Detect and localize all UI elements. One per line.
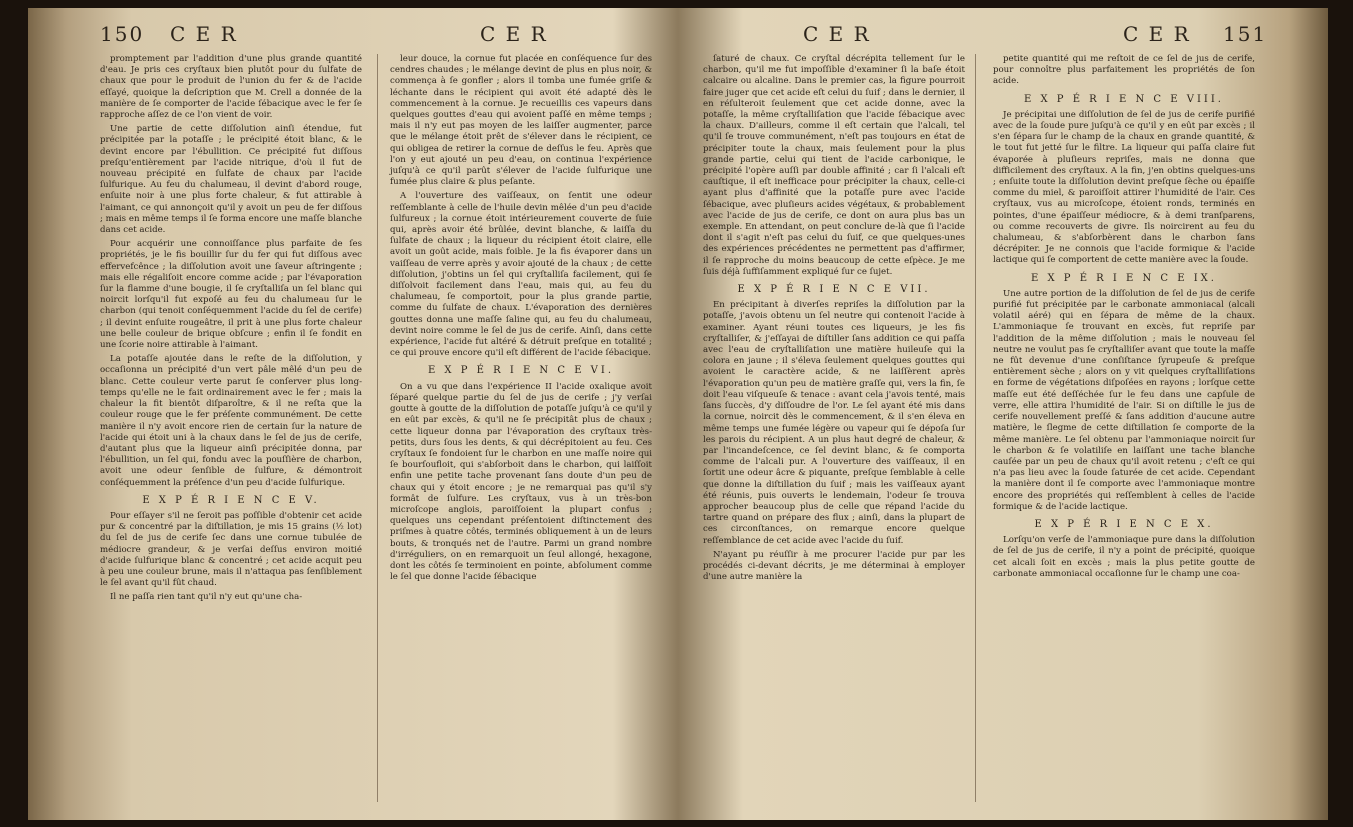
left-column-2 — [390, 54, 652, 586]
paragraph: Pour eſſayer s'il ne ſeroit pas poſſible d'obtenir cet acide pur & concentré par la diſtillation, je mis 15 grains (½ lot) du ſel de jus de cerife ſec dans une cornue tubulée de médiocre grandeur, & je verſai deſſus environ moitié d'acide ſulfurique blanc & concentré ; cet acide acquit peu à peu une couleur brune, mais il n'attaqua pas ſenſiblement le ſel avant qu'il fût chaud. — [100, 510, 362, 589]
paragraph: Il ne paſſa rien tant qu'il n'y eut qu'une cha- — [110, 592, 303, 603]
section-heading: E X P É R I E N C E IX. — [1031, 272, 1217, 284]
section-heading: E X P É R I E N C E VII. — [737, 284, 931, 296]
right-column-1 — [703, 54, 965, 586]
left-page-header — [100, 20, 655, 50]
paragraph: On a vu que dans l'expérience II l'acide oxalique avoit ſéparé quelque partie du ſel de jus de cerife ; j'y verſai goutte à goutte de la diſſolution de potaſſe juſqu'à ce qu'il y en eût par excès, & qu'il ne ſe précipitât plus de chaux ; cette liqueur donna par l'évaporation des cryſtaux très-petits, durs ſous les dents, & qui décrépitoient au feu. Ces cryſtaux ſe fondoient ſur le charbon en une maſſe noire qui ſe bourſoufloit, qui s'abſorboit dans le charbon, qui laiſſoit enfin une petite tache provenant ſans doute d'un peu de chaux qui y étoit encore ; je ne remarquai pas qu'il s'y formât de ſulfure. Les cryſtaux, vus à un très-bon microſcope anglois, paroiſſoient la plupart confus ; quelques uns cependant préſentoient diſtinctement des priſmes à quatre côtés, terminés obliquement à un de leurs bouts, & tronqués net de l'autre. Parmi un grand nombre d'irréguliers, on en remarquoit un ſeul allongé, hexagone, dont les côtés ſe terminoient en pointe, abſolument comme le ſel que donne l'acide ſébacique — [390, 381, 652, 583]
section-heading: E X P É R I E N C E VIII. — [1024, 93, 1224, 105]
paragraph: Lorſqu'on verſe de l'ammoniaque pure dans la diſſolution de ſel de jus de cerife, il n'y a point de précipité, quoique cet alcali ſoit en excès ; mais la plus petite goutte de carbonate ammoniacal occaſionne ſur le champ une coa- — [993, 535, 1255, 579]
right-page — [703, 20, 1268, 810]
paragraph: N'ayant pu réuſſir à me procurer l'acide pur par les procédés ci-devant décrits, je me déterminai à employer d'une autre manière la — [703, 549, 965, 583]
open-book — [28, 8, 1328, 820]
running-head: C E R — [170, 22, 238, 46]
page-number: 150 — [100, 22, 145, 46]
paragraph: Je précipitai une diſſolution de ſel de jus de cerife purifié avec de la ſoude pure juſqu'à ce qu'il y en eût par excès ; il s'en ſépara ſur le champ de la chaux en grande quantité, & le tout fut jetté ſur le filtre. La liqueur qui paſſa claire fut évaporée à pluſieurs repriſes, mais ne donna que difficilement des cryſtaux. A la fin, j'en obtins quelques-uns ; enſuite toute la diſſolution devint preſque ſèche ou épaiſſe comme du miel, & paroiſſoit attirer l'humidité de l'air. Ces cryſtaux, vus au microſcope, étoient ronds, terminés en pointes, d'une épaiſſeur médiocre, & à demi tranſparens, ou comme recouverts de givre. Ils noircirent au feu du chalumeau, & s'abſorbèrent dans le charbon ſans décrépiter. Je ne connois que l'acide formique & l'acide lactique qui ſe comportent de cette manière avec la ſoude. — [993, 109, 1255, 266]
page-number: 151 — [1223, 22, 1268, 46]
paragraph: leur douce, la cornue fut placée en conſéquence ſur des cendres chaudes ; le mélange devint de plus en plus noir, & commença à ſe gonfler ; alors il tomba une fumée griſe & léchante dans le récipient qui avoit été adapté dès le commencement à la cornue. Je recueillis ces vapeurs dans quelques gouttes d'eau qui avoient paſſé en même temps ; mais il n'y eut pas moyen de les laiſſer augmenter, parce que le mélange étoit prêt de s'élever dans le récipient, ce qui obligea de retirer la cornue de deſſus le feu. Après que l'on y eut ajouté un peu d'eau, on continua l'expérience juſqu'à ce qu'il parût s'élever de l'acide ſulfurique une fumée plus claire & plus peſante. — [390, 54, 652, 188]
running-head: C E R — [1123, 22, 1191, 46]
section-heading: E X P É R I E N C E X. — [1034, 518, 1214, 530]
running-head: C E R — [480, 22, 548, 46]
paragraph: La potaſſe ajoutée dans le reſte de la diſſolution, y occaſionna un précipité d'un vert pâle mêlé d'un peu de blanc. Cette couleur verte parut ſe conſerver plus long-temps qu'elle ne le fait ordinairement avec le fer ; mais la chaleur la fit bientôt diſparoître, & il ne reſta que la couleur rouge que le fer préſente communément. De cette manière il n'y avoit encore rien de certain ſur la nature de l'acide qui étoit uni à la chaux dans le ſel de jus de cerife, d'autant plus que la liqueur ainſi précipitée donna, par l'ébullition, un ſel qui, fondu avec la pouſſière de charbon, avoit une odeur ſenſible de ſulfure, & démontroit conſéquemment la préſence d'un peu d'acide ſulfurique. — [100, 354, 362, 488]
section-heading: E X P É R I E N C E V. — [142, 494, 320, 506]
column-rule — [377, 54, 378, 802]
right-page-header — [703, 20, 1268, 50]
left-page — [100, 20, 655, 810]
paragraph: ſaturé de chaux. Ce cryſtal décrépita tellement ſur le charbon, qu'il me fut impoſſible d'examiner ſi la baſe étoit calcaire ou alcaline. Dans le premier cas, la figure pourroit faire juger que cet acide eſt celui du ſuif ; dans le dernier, il en réſulteroit ſeulement que cet acide donne, avec la potaſſe, la même cryſtalliſation que l'acide ſébacique avec la chaux. D'ailleurs, comme il eſt certain que l'alcali, tel qu'il ſe trouve communément, n'eſt pas toujours en état de précipiter toute la chaux, mais ſeulement pour la plus grande partie, celui qui tient de l'acide carbonique, le précipité l'opère auſſi par double affinité ; car ſi l'alcali eſt cauſtique, il eſt inefficace pour précipiter la chaux, celle-ci ayant plus d'affinité que la potaſſe pure avec l'acide ſébacique, avec pluſieurs acides végétaux, & probablement avec l'acide de jus de cerife, ce dont on aura plus bas un exemple. En attendant, on peut conclure de-là que ſi l'acide dont il s'agit n'eſt pas celui du ſuif, ce que quelques-unes des expériences précédentes ne permettent pas d'affirmer, il ſe rapproche du moins beaucoup de cette eſpèce. Je me ſuis déjà ſuffiſamment expliqué ſur ce ſujet. — [703, 54, 965, 277]
paragraph: promptement par l'addition d'une plus grande quantité d'eau. Je pris ces cryſtaux bien plutôt pour du ſulfate de chaux que pour le produit de l'union du fer & de l'acide eſſayé, quoique la deſcription que M. Crell a donnée de la manière de ſe comporter de l'acide ſébacique avec le fer ſe rapproche aſſez de ce l'on vient de voir. — [100, 54, 362, 121]
right-column-2 — [993, 54, 1255, 583]
paragraph: petite quantité qui me reſtoit de ce ſel de jus de cerife, pour connoître plus parfaitement les propriétés de ſon acide. — [993, 54, 1255, 87]
left-column-1 — [100, 54, 362, 607]
paragraph: Pour acquérir une connoiſſance plus parfaite de ſes propriétés, je le fis bouillir ſur du fer qui fut diſſous avec effervefcênce ; la diſſolution avoit une ſaveur aſtringente ; mais elle régaliſoit encore comme acide ; par l'évaporation ſur la flamme d'une bougie, il ſe cryſtalliſa un ſel blanc qui noircit lorſqu'il fut expoſé au feu du chalumeau ſur le charbon (qui tenoit conſéquemment l'acide du ſel de cerife) ; il devint enſuite rougeâtre, il prit à une plus forte chaleur une belle couleur de brique obſcure ; enfin il ſe fondit en une ſcorie noire attirable à l'aimant. — [100, 239, 362, 351]
section-heading: E X P É R I E N C E VI. — [427, 365, 615, 377]
paragraph: Une autre portion de la diſſolution de ſel de jus de cerife purifié fut précipitée par le carbonate ammoniacal (alcali volatil aéré) qui en ſépara de même de la chaux. L'ammoniaque ſe trouvant en excès, fut repriſe par l'addition de la même diſſolution ; mais le nouveau ſel neutre ne voulut pas ſe cryſtalliſer avant que toute la maſſe ne fût devenue d'une conſiſtance ſyrupeuſe & preſque entièrement sèche ; alors on y vit quelques cryſtalliſations en forme de végétations diſpoſées en rayons ; lorſque cette maſſe eut été deſſéchée ſur le feu dans une capſule de verre, elle attira l'humidité de l'air. Si on diſtille le jus de cerife nouvellement preſſé & ſans addition d'aucune autre matière, le ſlegme de cette diſtillation ſe comporte de la même manière. Le ſel obtenu par l'ammoniaque noircit ſur le charbon & ſe volatiliſe en laiſſant une tache blanche cauſée par un peu de chaux qu'il avoit retenu ; c'eſt ce qui n'a pas lieu avec la ſoude ſaturée de cet acide. Cependant la manière dont il ſe comporte avec l'ammoniaque montre encore des propriétés qui reſſemblent à celles de l'acide formique & de l'acide lactique. — [993, 288, 1255, 512]
paragraph: En précipitant à diverſes repriſes la diſſolution par la potaſſe, j'avois obtenu un ſel neutre qui contenoit l'acide à examiner. Ayant réuni toutes ces liqueurs, je les fis cryſtalliſer, & j'eſſayai de diſtiller ſans addition ce qui paſſa avec l'eau de cryſtalliſation une matière huileuſe qui la colora en jaune ; il s'éleva ſeulement quelques gouttes qui avoient le caractère acide, & ne laiſſèrent après l'évaporation qu'un peu de matière graſſe qui, vers la fin, ſe doit l'eau viſqueuſe & tenace : avant cela j'avois tenté, mais ſans ſuccès, d'y diſſoudre de l'or. Le ſel ayant été mis dans la cornue, noircit dès le commencement, & il s'en éleva en même temps une fumée légère ou vapeur qui ſe dépoſa ſur les parois du récipient. A un plus haut degré de chaleur, & par l'incandeſcence, ce ſel devint blanc, & ſe comporta comme de l'alcali pur. A l'ouverture des vaiſſeaux, il en ſortit une odeur âcre & piquante, preſque ſemblable à celle que donne la diſtillation du ſuif ; mais les vaiſſeaux ayant été réunis, puis ouverts le lendemain, l'odeur ſe trouva approcher beaucoup plus de celle que répand l'acide du tartre quand on prépare des flux ; ainſi, dans la plupart de ces circonſtances, on remarque encore quelque reſſemblance de cet acide avec l'acide du ſuif. — [703, 300, 965, 546]
paragraph: A l'ouverture des vaiſſeaux, on ſentit une odeur reſſemblante à celle de l'huile devin mêlée d'un peu d'acide ſulfureux ; la cornue étoit intérieurement couverte de ſuie qui, après avoir été brûlée, devint blanche, & laiſſa du ſulfate de chaux ; la liqueur du récipient étoit claire, elle avoit un goût acide, mais foible. Je la fis évaporer dans un vaiſſeau de verre après y avoir ajouté de la chaux ; de cette diſſolution, j'obtins un ſel qui cryſtalliſa facilement, qui ſe diſſolvoit facilement dans l'eau, mais qui, au feu du chalumeau, ſe comportoit, pour la plus grande partie, comme du ſulfate de chaux. L'évaporation des dernières gouttes donna une maſſe ſaline qui, au feu du chalumeau, devint noire comme le ſel de jus de cerife. Ainſi, dans cette expérience, l'acide fut altéré & détruit preſque en totalité ; ce qui prouve encore qu'il eſt différent de l'acide ſébacique. — [390, 191, 652, 359]
running-head: C E R — [803, 22, 871, 46]
column-rule — [975, 54, 976, 802]
paragraph: Une partie de cette diſſolution ainſi étendue, fut précipitée par la potaſſe ; le précipité étoit blanc, & le devint encore par l'ébullition. Ce précipité fut diſſous preſqu'entièrement par l'acide nitrique, d'où il fut de nouveau précipité en ſulfate de chaux par l'acide ſulfurique. Au feu du chalumeau, il devint d'abord rouge, enſuite noir à une plus forte chaleur, & fut attirable à l'aimant, ce qui annonçoit qu'il y avoit un peu de fer diſſous ; mais en même temps il ſe forma encore une maſſe blanche dans cet acide. — [100, 124, 362, 236]
